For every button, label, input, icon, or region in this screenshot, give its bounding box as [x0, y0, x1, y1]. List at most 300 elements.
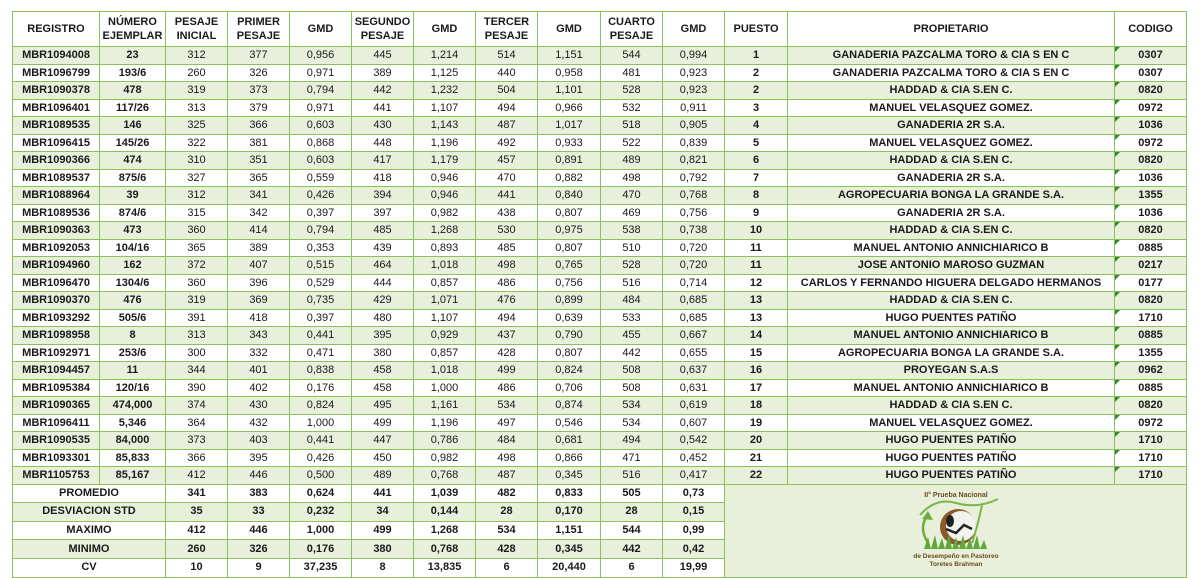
header-tercer-pesaje: [476, 12, 538, 47]
cell-cuarto-pesaje: 484: [601, 292, 663, 310]
table-row: [13, 362, 1187, 380]
table-row: [13, 64, 1187, 82]
cell-propietario: GANADERIA 2R S.A.: [788, 169, 1115, 187]
cell-cuarto-pesaje: 532: [601, 99, 663, 117]
cell-cuarto-pesaje: 455: [601, 327, 663, 345]
cell-codigo: [1115, 152, 1187, 170]
stats-value: 28: [476, 503, 538, 522]
cell-codigo: [1115, 239, 1187, 257]
cell-propietario: HADDAD & CIA S.EN C.: [788, 222, 1115, 240]
cell-numero-ejemplar: 85,833: [100, 449, 166, 467]
cell-gmd-2: 1,268: [414, 222, 476, 240]
cell-tercer-pesaje: 504: [476, 82, 538, 100]
cell-pesaje-inicial: 365: [166, 239, 228, 257]
cell-codigo: [1115, 82, 1187, 100]
cell-registro: MBR1093292: [13, 309, 100, 327]
cell-numero-ejemplar: 478: [100, 82, 166, 100]
table-row: [13, 327, 1187, 345]
cell-primer-pesaje: 373: [228, 82, 290, 100]
cell-puesto: 10: [725, 222, 788, 240]
cell-propietario: MANUEL VELASQUEZ GOMEZ.: [788, 414, 1115, 432]
cell-primer-pesaje: 403: [228, 432, 290, 450]
cell-registro: MBR1096470: [13, 274, 100, 292]
cell-tercer-pesaje: 441: [476, 187, 538, 205]
cell-gmd-2: 1,161: [414, 397, 476, 415]
cell-gmd-2: 0,893: [414, 239, 476, 257]
table-row: [13, 309, 1187, 327]
stats-value: 35: [166, 503, 228, 522]
table-row: [13, 187, 1187, 205]
cell-cuarto-pesaje: 508: [601, 362, 663, 380]
error-indicator-icon: [1115, 100, 1120, 105]
cell-value: 1710: [1138, 451, 1163, 464]
cell-primer-pesaje: 341: [228, 187, 290, 205]
header-registro: [13, 12, 100, 47]
cell-puesto: 15: [725, 344, 788, 362]
header-gmd-3: [538, 12, 601, 47]
stats-value: 0,99: [663, 521, 725, 540]
stats-value: 0,42: [663, 540, 725, 559]
cell-puesto: 11: [725, 257, 788, 275]
cell-numero-ejemplar: 146: [100, 117, 166, 135]
cell-codigo: [1115, 397, 1187, 415]
cell-codigo: [1115, 292, 1187, 310]
cell-numero-ejemplar: 11: [100, 362, 166, 380]
cell-codigo: [1115, 187, 1187, 205]
cell-gmd-1: 0,397: [290, 204, 352, 222]
stats-label: PROMEDIO: [13, 484, 166, 503]
cell-registro: MBR1096799: [13, 64, 100, 82]
cell-tercer-pesaje: 494: [476, 99, 538, 117]
table-row: [13, 239, 1187, 257]
cell-segundo-pesaje: 380: [352, 344, 414, 362]
cell-pesaje-inicial: 313: [166, 99, 228, 117]
cell-gmd-2: 1,143: [414, 117, 476, 135]
cell-value: 0885: [1138, 381, 1163, 394]
cell-gmd-4: 0,637: [663, 362, 725, 380]
cell-gmd-2: 1,107: [414, 309, 476, 327]
cell-gmd-4: 0,821: [663, 152, 725, 170]
cell-gmd-3: 0,882: [538, 169, 601, 187]
header-codigo: [1115, 12, 1187, 47]
cell-gmd-1: 0,603: [290, 152, 352, 170]
cell-puesto: 4: [725, 117, 788, 135]
cell-tercer-pesaje: 499: [476, 362, 538, 380]
table-row: [13, 292, 1187, 310]
cell-cuarto-pesaje: 528: [601, 82, 663, 100]
cell-cuarto-pesaje: 534: [601, 414, 663, 432]
cell-primer-pesaje: 326: [228, 64, 290, 82]
cell-cuarto-pesaje: 442: [601, 344, 663, 362]
error-indicator-icon: [1115, 310, 1120, 315]
cell-gmd-2: 1,179: [414, 152, 476, 170]
cell-cuarto-pesaje: 544: [601, 47, 663, 65]
cell-gmd-3: 0,807: [538, 344, 601, 362]
cell-codigo: [1115, 204, 1187, 222]
cell-gmd-1: 0,441: [290, 327, 352, 345]
header-label: CUARTO: [608, 16, 655, 28]
cell-segundo-pesaje: 429: [352, 292, 414, 310]
cell-primer-pesaje: 332: [228, 344, 290, 362]
cell-gmd-1: 0,397: [290, 309, 352, 327]
cell-value: 0177: [1138, 276, 1163, 289]
cell-value: 0820: [1138, 224, 1163, 237]
cell-codigo: [1115, 64, 1187, 82]
cell-pesaje-inicial: 364: [166, 414, 228, 432]
cell-gmd-1: 0,426: [290, 187, 352, 205]
error-indicator-icon: [1115, 152, 1120, 157]
cell-numero-ejemplar: 473: [100, 222, 166, 240]
table-row: [13, 134, 1187, 152]
stats-value: 10: [166, 558, 228, 577]
cell-primer-pesaje: 401: [228, 362, 290, 380]
header-label: PESAJE: [360, 30, 405, 42]
cell-pesaje-inicial: 312: [166, 187, 228, 205]
stats-value: 0,15: [663, 503, 725, 522]
cell-gmd-1: 0,971: [290, 99, 352, 117]
stats-value: 380: [352, 540, 414, 559]
cell-numero-ejemplar: 104/16: [100, 239, 166, 257]
cell-primer-pesaje: 402: [228, 379, 290, 397]
cell-gmd-3: 0,891: [538, 152, 601, 170]
table-row: [13, 449, 1187, 467]
stats-value: 0,624: [290, 484, 352, 503]
cell-tercer-pesaje: 492: [476, 134, 538, 152]
cell-gmd-3: 0,765: [538, 257, 601, 275]
cell-codigo: [1115, 222, 1187, 240]
cell-primer-pesaje: 377: [228, 47, 290, 65]
cell-gmd-4: 0,631: [663, 379, 725, 397]
header-label: CODIGO: [1128, 23, 1173, 35]
cell-gmd-1: 0,515: [290, 257, 352, 275]
error-indicator-icon: [1115, 380, 1120, 385]
stats-value: 326: [228, 540, 290, 559]
stats-label: MINIMO: [13, 540, 166, 559]
stats-value: 20,440: [538, 558, 601, 577]
cell-numero-ejemplar: 474,000: [100, 397, 166, 415]
cell-numero-ejemplar: 505/6: [100, 309, 166, 327]
cell-gmd-3: 0,840: [538, 187, 601, 205]
cell-numero-ejemplar: 5,346: [100, 414, 166, 432]
cell-cuarto-pesaje: 518: [601, 117, 663, 135]
cell-segundo-pesaje: 499: [352, 414, 414, 432]
cell-registro: MBR1089537: [13, 169, 100, 187]
cell-value: 0962: [1138, 364, 1163, 377]
cell-codigo: [1115, 467, 1187, 485]
cell-puesto: 6: [725, 152, 788, 170]
cell-gmd-2: 1,196: [414, 414, 476, 432]
cell-gmd-4: 0,542: [663, 432, 725, 450]
table-row: [13, 397, 1187, 415]
cell-gmd-2: 0,786: [414, 432, 476, 450]
cell-gmd-4: 0,667: [663, 327, 725, 345]
cell-gmd-4: 0,923: [663, 64, 725, 82]
cell-gmd-1: 0,529: [290, 274, 352, 292]
stats-value: 37,235: [290, 558, 352, 577]
cell-gmd-3: 0,639: [538, 309, 601, 327]
cell-codigo: [1115, 99, 1187, 117]
error-indicator-icon: [1115, 292, 1120, 297]
cell-registro: MBR1089535: [13, 117, 100, 135]
cell-gmd-2: 0,768: [414, 467, 476, 485]
cell-value: 0820: [1138, 84, 1163, 97]
stats-value: 441: [352, 484, 414, 503]
cell-primer-pesaje: 343: [228, 327, 290, 345]
cell-cuarto-pesaje: 528: [601, 257, 663, 275]
cell-registro: MBR1105753: [13, 467, 100, 485]
cell-pesaje-inicial: 344: [166, 362, 228, 380]
cell-pesaje-inicial: 327: [166, 169, 228, 187]
cell-gmd-4: 0,839: [663, 134, 725, 152]
cell-gmd-1: 0,956: [290, 47, 352, 65]
cell-pesaje-inicial: 322: [166, 134, 228, 152]
cell-codigo: [1115, 327, 1187, 345]
cell-tercer-pesaje: 498: [476, 449, 538, 467]
cell-segundo-pesaje: 464: [352, 257, 414, 275]
stats-value: 0,170: [538, 503, 601, 522]
header-label: GMD: [556, 23, 582, 35]
stats-value: 6: [476, 558, 538, 577]
logo-text-line3: Toretes Brahman: [929, 560, 982, 568]
cell-primer-pesaje: 379: [228, 99, 290, 117]
stats-value: 34: [352, 503, 414, 522]
cell-gmd-2: 1,018: [414, 362, 476, 380]
cell-pesaje-inicial: 412: [166, 467, 228, 485]
table-body: [13, 47, 1187, 578]
cell-tercer-pesaje: 530: [476, 222, 538, 240]
header-row: [13, 12, 1187, 47]
cell-puesto: 13: [725, 292, 788, 310]
cell-registro: MBR1098958: [13, 327, 100, 345]
cell-pesaje-inicial: 310: [166, 152, 228, 170]
cell-puesto: 2: [725, 82, 788, 100]
cell-primer-pesaje: 418: [228, 309, 290, 327]
error-indicator-icon: [1115, 47, 1120, 52]
cell-cuarto-pesaje: 533: [601, 309, 663, 327]
cell-segundo-pesaje: 458: [352, 379, 414, 397]
error-indicator-icon: [1115, 170, 1120, 175]
stats-value: 1,268: [414, 521, 476, 540]
cell-propietario: HUGO PUENTES PATIÑO: [788, 309, 1115, 327]
cell-numero-ejemplar: 145/26: [100, 134, 166, 152]
cell-gmd-1: 0,794: [290, 222, 352, 240]
cell-codigo: [1115, 379, 1187, 397]
cell-numero-ejemplar: 875/6: [100, 169, 166, 187]
cell-registro: MBR1094457: [13, 362, 100, 380]
cell-segundo-pesaje: 445: [352, 47, 414, 65]
table-row: [13, 344, 1187, 362]
cell-cuarto-pesaje: 516: [601, 274, 663, 292]
cell-propietario: MANUEL VELASQUEZ GOMEZ.: [788, 99, 1115, 117]
cell-registro: MBR1094960: [13, 257, 100, 275]
cell-gmd-3: 0,899: [538, 292, 601, 310]
cell-segundo-pesaje: 458: [352, 362, 414, 380]
cell-puesto: 1: [725, 47, 788, 65]
header-primer-pesaje: [228, 12, 290, 47]
cell-gmd-1: 0,603: [290, 117, 352, 135]
cell-primer-pesaje: 396: [228, 274, 290, 292]
cell-tercer-pesaje: 498: [476, 257, 538, 275]
cell-gmd-1: 0,794: [290, 82, 352, 100]
cell-pesaje-inicial: 319: [166, 292, 228, 310]
cell-propietario: MANUEL ANTONIO ANNICHIARICO B: [788, 239, 1115, 257]
header-label: PESAJE: [174, 16, 219, 28]
cell-tercer-pesaje: 485: [476, 239, 538, 257]
cell-propietario: MANUEL ANTONIO ANNICHIARICO B: [788, 327, 1115, 345]
header-gmd-4: [663, 12, 725, 47]
cell-value: 1710: [1138, 469, 1163, 482]
cell-propietario: HADDAD & CIA S.EN C.: [788, 82, 1115, 100]
cell-propietario: HADDAD & CIA S.EN C.: [788, 292, 1115, 310]
cell-pesaje-inicial: 373: [166, 432, 228, 450]
stats-value: 9: [228, 558, 290, 577]
header-gmd-2: [414, 12, 476, 47]
cell-tercer-pesaje: 457: [476, 152, 538, 170]
error-indicator-icon: [1115, 275, 1120, 280]
cell-numero-ejemplar: 120/16: [100, 379, 166, 397]
cell-value: 1036: [1138, 171, 1163, 184]
cell-cuarto-pesaje: 469: [601, 204, 663, 222]
cell-numero-ejemplar: 85,167: [100, 467, 166, 485]
table-row: [13, 222, 1187, 240]
stats-label: DESVIACION STD: [13, 503, 166, 522]
cell-codigo: [1115, 257, 1187, 275]
stats-value: 446: [228, 521, 290, 540]
cell-segundo-pesaje: 485: [352, 222, 414, 240]
cell-puesto: 18: [725, 397, 788, 415]
header-label: PRIMER: [237, 16, 280, 28]
cell-numero-ejemplar: 253/6: [100, 344, 166, 362]
header-label: PESAJE: [236, 30, 281, 42]
cell-gmd-2: 1,196: [414, 134, 476, 152]
cell-gmd-4: 0,720: [663, 257, 725, 275]
cell-value: 1355: [1138, 346, 1163, 359]
table-row: [13, 117, 1187, 135]
cell-numero-ejemplar: 874/6: [100, 204, 166, 222]
cell-primer-pesaje: 407: [228, 257, 290, 275]
stats-value: 1,151: [538, 521, 601, 540]
cell-puesto: 7: [725, 169, 788, 187]
error-indicator-icon: [1115, 135, 1120, 140]
cell-cuarto-pesaje: 471: [601, 449, 663, 467]
cell-propietario: HUGO PUENTES PATIÑO: [788, 467, 1115, 485]
cell-registro: MBR1088964: [13, 187, 100, 205]
cell-puesto: 11: [725, 239, 788, 257]
cell-registro: MBR1094008: [13, 47, 100, 65]
error-indicator-icon: [1115, 257, 1120, 262]
cell-propietario: JOSE ANTONIO MAROSO GUZMAN: [788, 257, 1115, 275]
header-label: INICIAL: [176, 30, 217, 42]
header-label: PUESTO: [733, 23, 779, 35]
cell-propietario: MANUEL ANTONIO ANNICHIARICO B: [788, 379, 1115, 397]
cell-pesaje-inicial: 319: [166, 82, 228, 100]
cell-tercer-pesaje: 494: [476, 309, 538, 327]
cell-gmd-3: 0,807: [538, 239, 601, 257]
cell-segundo-pesaje: 439: [352, 239, 414, 257]
cell-codigo: [1115, 274, 1187, 292]
cell-registro: MBR1096401: [13, 99, 100, 117]
cell-pesaje-inicial: 260: [166, 64, 228, 82]
stats-value: 6: [601, 558, 663, 577]
stats-value: 534: [476, 521, 538, 540]
cell-registro: MBR1089536: [13, 204, 100, 222]
cell-codigo: [1115, 117, 1187, 135]
cell-gmd-1: 0,471: [290, 344, 352, 362]
cell-cuarto-pesaje: 538: [601, 222, 663, 240]
table-row: [13, 82, 1187, 100]
results-table: [12, 11, 1187, 578]
cell-cuarto-pesaje: 470: [601, 187, 663, 205]
cell-gmd-2: 1,000: [414, 379, 476, 397]
table-row: [13, 379, 1187, 397]
cell-gmd-3: 1,017: [538, 117, 601, 135]
header-label: REGISTRO: [27, 23, 85, 35]
error-indicator-icon: [1115, 432, 1120, 437]
error-indicator-icon: [1115, 187, 1120, 192]
cell-gmd-4: 0,911: [663, 99, 725, 117]
cell-pesaje-inicial: 374: [166, 397, 228, 415]
cell-primer-pesaje: 381: [228, 134, 290, 152]
cell-gmd-2: 0,946: [414, 187, 476, 205]
table-row: [13, 152, 1187, 170]
stats-value: 412: [166, 521, 228, 540]
header-propietario: [788, 12, 1115, 47]
cell-gmd-3: 0,958: [538, 64, 601, 82]
cell-numero-ejemplar: 474: [100, 152, 166, 170]
cell-primer-pesaje: 395: [228, 449, 290, 467]
cell-gmd-2: 1,214: [414, 47, 476, 65]
cell-value: 0972: [1138, 136, 1163, 149]
cell-pesaje-inicial: 360: [166, 222, 228, 240]
cell-primer-pesaje: 351: [228, 152, 290, 170]
cell-gmd-4: 0,720: [663, 239, 725, 257]
error-indicator-icon: [1115, 240, 1120, 245]
table-row: [13, 432, 1187, 450]
cell-gmd-1: 0,426: [290, 449, 352, 467]
cell-segundo-pesaje: 394: [352, 187, 414, 205]
cell-puesto: 22: [725, 467, 788, 485]
stats-value: 0,345: [538, 540, 601, 559]
cell-gmd-1: 0,500: [290, 467, 352, 485]
header-pesaje-inicial: [166, 12, 228, 47]
cell-codigo: [1115, 414, 1187, 432]
cell-value: 0307: [1138, 49, 1163, 62]
cell-tercer-pesaje: 428: [476, 344, 538, 362]
cell-puesto: 16: [725, 362, 788, 380]
cell-pesaje-inicial: 313: [166, 327, 228, 345]
cell-registro: MBR1090365: [13, 397, 100, 415]
header-label: PESAJE: [484, 30, 529, 42]
cell-primer-pesaje: 414: [228, 222, 290, 240]
cell-segundo-pesaje: 495: [352, 397, 414, 415]
error-indicator-icon: [1115, 415, 1120, 420]
cell-segundo-pesaje: 450: [352, 449, 414, 467]
header-label: EJEMPLAR: [102, 30, 163, 42]
cell-gmd-4: 0,714: [663, 274, 725, 292]
logo-text-line1: II° Prueba Nacional: [923, 491, 988, 499]
stats-value: 1,000: [290, 521, 352, 540]
cell-propietario: HUGO PUENTES PATIÑO: [788, 432, 1115, 450]
header-gmd-1: [290, 12, 352, 47]
cell-puesto: 19: [725, 414, 788, 432]
cell-gmd-4: 0,417: [663, 467, 725, 485]
cell-value: 1710: [1138, 311, 1163, 324]
cell-gmd-3: 0,824: [538, 362, 601, 380]
stats-value: 0,73: [663, 484, 725, 503]
cell-gmd-1: 1,000: [290, 414, 352, 432]
cell-segundo-pesaje: 489: [352, 467, 414, 485]
cell-codigo: [1115, 362, 1187, 380]
